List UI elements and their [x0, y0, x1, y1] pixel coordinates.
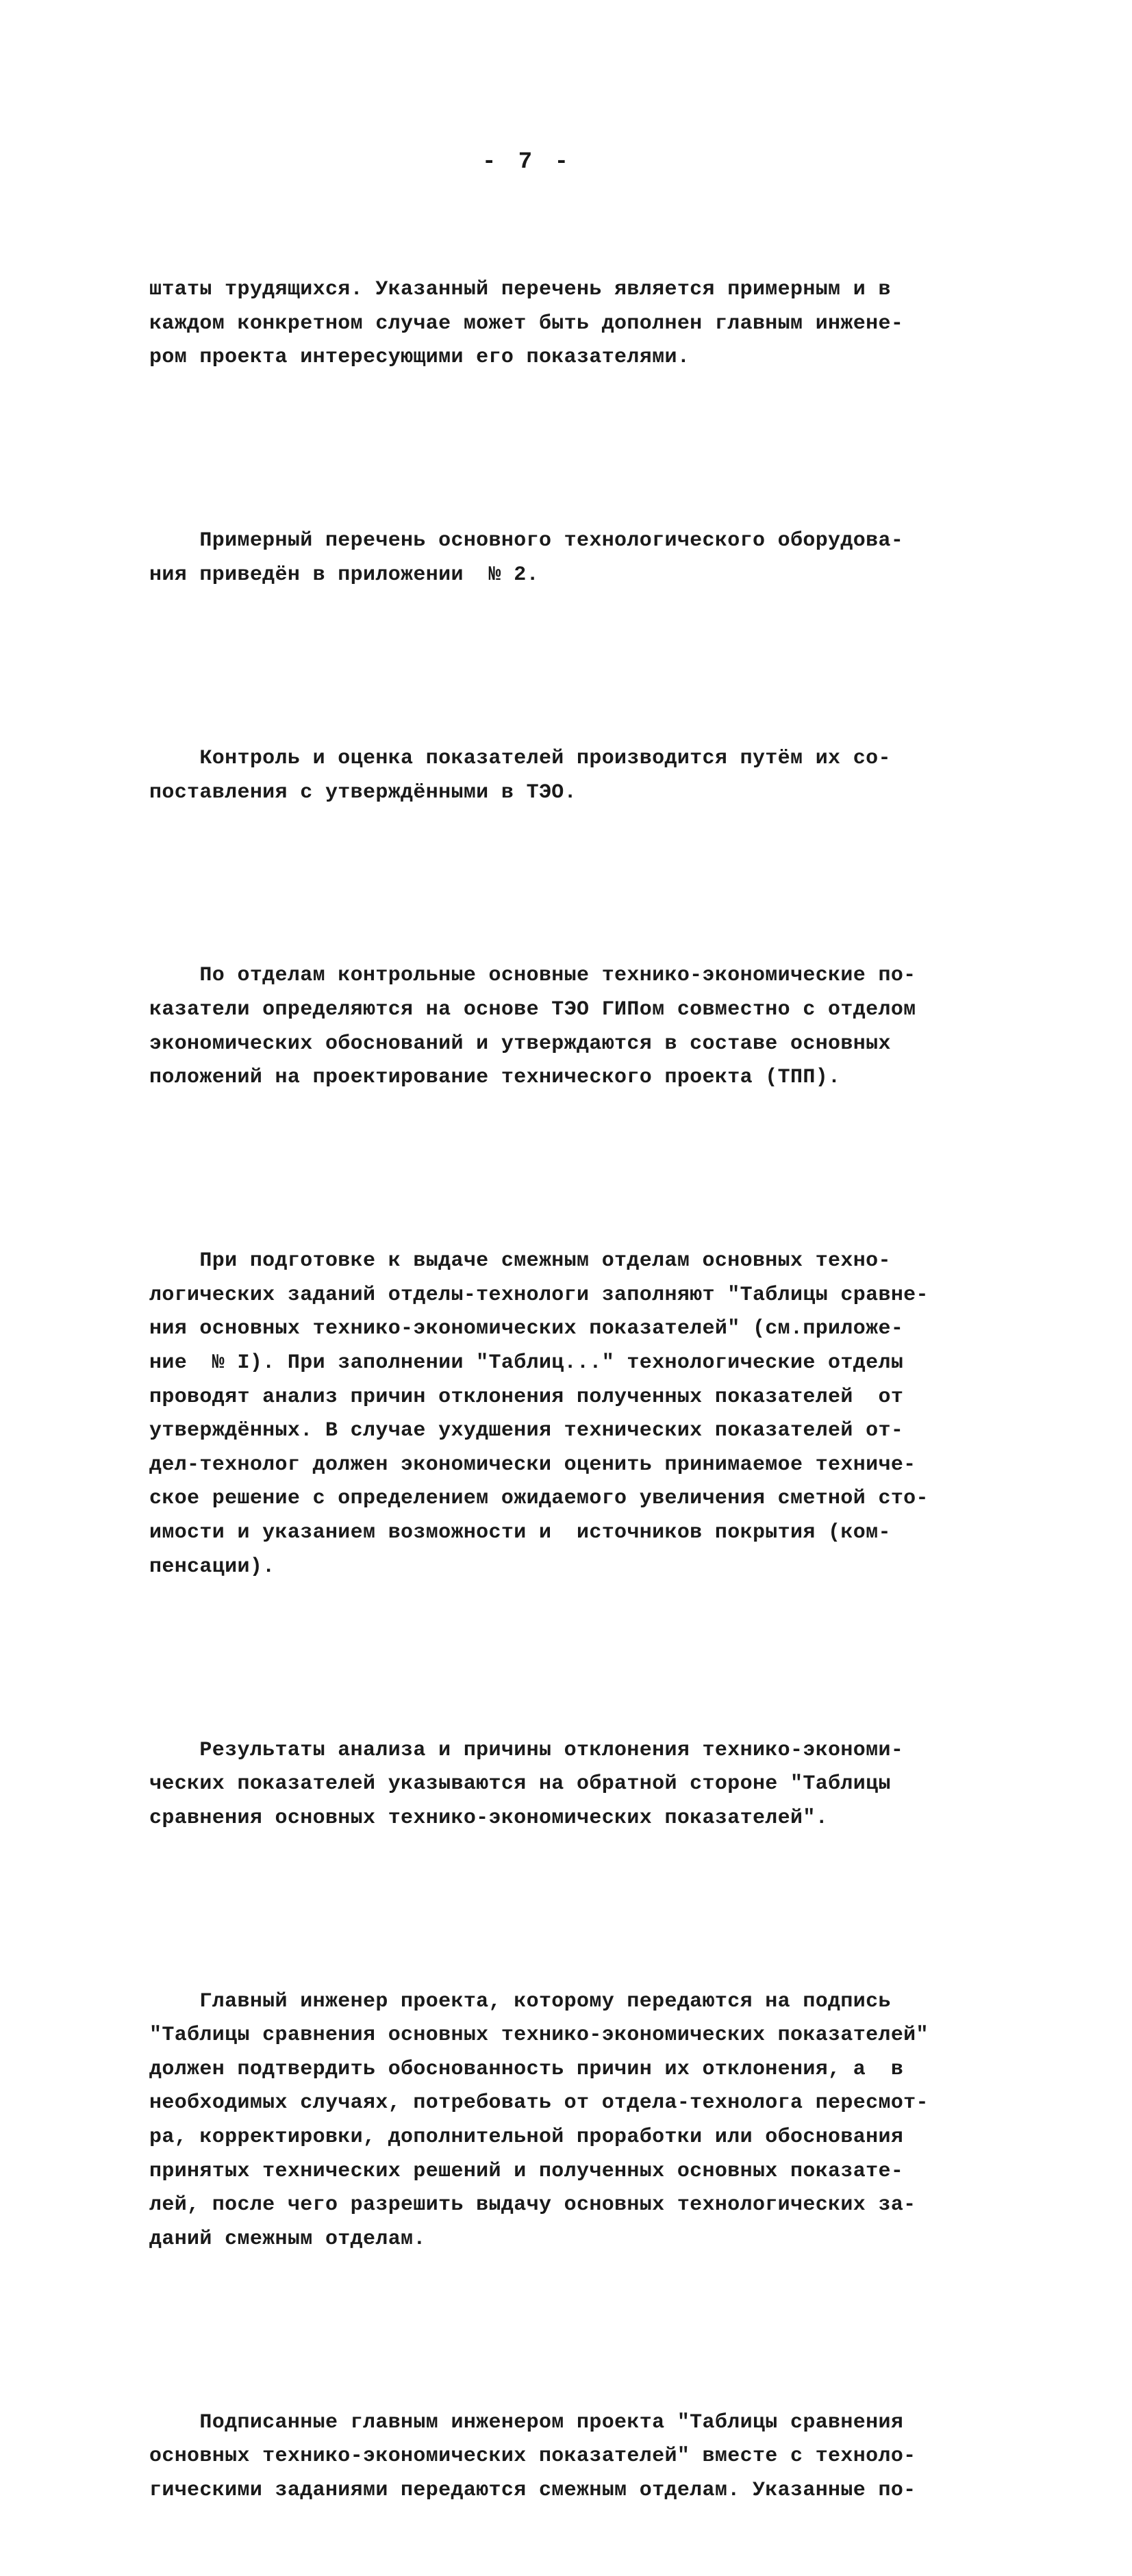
text-line: лей, после чего разрешить выдачу основных технологических за- [149, 2193, 916, 2217]
paragraph [149, 891, 992, 1163]
text-line: ния приведён в приложении № 2. [149, 563, 539, 587]
text-line: При подготовке к выдаче смежным отделам основных техно- [149, 1249, 891, 1273]
text-line: Подписанные главным инженером проекта "Таблицы сравнения [149, 2410, 904, 2434]
text-line: принятых технических решений и полученных основных показате- [149, 2159, 904, 2183]
paragraph [149, 674, 992, 878]
text-line: ское решение с определением ожидаемого увеличения сметной сто- [149, 1487, 929, 1511]
text-line: необходимых случаях, потребовать от отдела-технолога пересмот- [149, 2091, 929, 2115]
paragraph [149, 2338, 992, 2576]
text-line: утверждённых. В случае ухудшения технических показателей от- [149, 1419, 904, 1443]
paragraph [149, 457, 992, 661]
text-line: штаты трудящихся. Указанный перечень является примерным и в [149, 278, 891, 302]
text-line: ческих показателей указываются на обратной стороне "Таблицы [149, 1772, 891, 1796]
text-line: дел-технолог должен экономически оценить принимаемое техниче- [149, 1453, 916, 1477]
text-line: казатели определяются на основе ТЭО ГИПом совместно с отделом [149, 998, 916, 1022]
text-line: логических заданий отделы-технологи заполняют "Таблицы сравне- [149, 1283, 929, 1307]
text-line: Главный инженер проекта, которому передаются на подпись [149, 1989, 891, 2013]
text-line: По отделам контрольные основные технико-экономические по- [149, 964, 916, 988]
paragraph [149, 1666, 992, 1903]
body-text [149, 205, 992, 2576]
text-line: каждом конкретном случае может быть дополнен главным инжене- [149, 311, 904, 335]
text-line: ра, корректировки, дополнительной проработки или обоснования [149, 2126, 904, 2150]
text-line: Результаты анализа и причины отклонения технико-экономи- [149, 1738, 904, 1762]
text-line: поставления с утверждёнными в ТЭО. [149, 780, 577, 804]
paragraph [149, 1917, 992, 2325]
text-line: должен подтвердить обоснованность причин их отклонения, а в [149, 2057, 904, 2081]
text-line: ния основных технико-экономических показателей" (см.приложе- [149, 1317, 904, 1341]
text-line: Примерный перечень основного технологического оборудова- [149, 529, 904, 553]
paragraph [149, 205, 992, 443]
paragraph [149, 1177, 992, 1652]
text-line: имости и указанием возможности и источников покрытия (ком- [149, 1520, 891, 1544]
text-line: "Таблицы сравнения основных технико-экономических показателей" [149, 2024, 929, 2048]
text-line: гическими заданиями передаются смежным отделам. Указанные по- [149, 2479, 916, 2502]
text-line: положений на проектирование технического проекта (ТПП). [149, 1066, 841, 1090]
text-line: проводят анализ причин отклонения полученных показателей от [149, 1385, 904, 1409]
text-line: пенсации). [149, 1555, 275, 1579]
page-number: - 7 - [481, 149, 573, 175]
text-line: Контроль и оценка показателей производится путём их со- [149, 746, 891, 770]
text-line: сравнения основных технико-экономических показателей". [149, 1806, 829, 1830]
text-line: ние № I). При заполнении "Таблиц..." технологические отделы [149, 1351, 904, 1375]
text-line: даний смежным отделам. [149, 2227, 426, 2251]
text-line: экономических обоснований и утверждаются в составе основных [149, 1032, 891, 1056]
text-line: ром проекта интересующими его показателями. [149, 346, 690, 370]
text-line: основных технико-экономических показателей" вместе с техноло- [149, 2445, 916, 2469]
